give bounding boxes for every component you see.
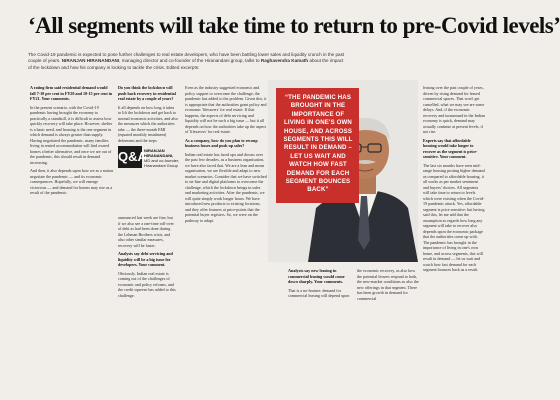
answer: The last six months have seen mid-range housing posting higher demand as compared to affordable housing, it all works as per market sentiment and buyers' choices. All segments will take time to return to levels which were existing when the Covid-19 pandemic attack. Yes, affordable segment is price sensitive; but having said this, let me add that the assumption as regards how long any segment will take to recover also depends upon the economic package that the authorities come up with. The pandemic has brought in the importance of living in one's own home, and across segments, this will result in demand — let us wait and watch how fast demand for each segment bounces back as a result. — [423, 162, 485, 272]
qa-logo: Q&A — [118, 146, 142, 168]
article-column-3 — [185, 85, 267, 377]
question: A rating firm said residential demand would fall 7-10 per cent in FY20 and 10-15 per cent in FY21. Your comments. — [30, 85, 113, 101]
standfirst-text-1: The Covid-19 pandemic is expected to pose further challenges to real estate developers, who have been battling lower sales and liquidity crunch in the past couple of years. — [28, 52, 345, 64]
answer: In the present scenario, with the Covid-19 pandemic having brought the economy to practically a standstill, it is difficult to assess how quickly recovery will take place. However, shelter is a basic need, and housing is the one segment in which demand is always greater than supply. Having negotiated the pandemic, many families living in rented accommodation will find owned homes a better alternative, and once we are out of the pandemic, this should result in demand increasing. — [30, 104, 113, 165]
standfirst — [28, 52, 348, 71]
article-column-6 — [423, 85, 485, 377]
question: As a company, how do you plan to recoup business losses and push up sales? — [185, 137, 258, 148]
standfirst-text-3: about the impact of the lockdown and how his company is looking to tackle the crisis. Edited excerpts: — [28, 58, 344, 70]
question: Analysts say new leasing in commercial leasing would come down sharply. Your comments. — [288, 268, 345, 284]
question: Do you think the lockdown will push back recovery in residential real estate by a couple of years? — [118, 85, 176, 101]
answer: Even as the industry suggested economic and policy support to overcome the challenge, the pandemic has added to the problem. Given this, it is appropriate that the authorities grant policy and economic 'lifesavers' for real estate. If that happens, the aspects of debt servicing and liquidity will not be such a big issue — but it all depends on how the authorities take up the aspect of 'lifesavers' for real estate. — [185, 85, 267, 134]
headline: ‘All segments will take time to return to pre-Covid levels’ — [28, 13, 560, 38]
byline-name: NIRANJAN HIRANANDANI, — [144, 148, 174, 158]
article-column-4 — [288, 268, 351, 376]
article-column-2-top — [118, 85, 178, 145]
byline-title: MD and co-founder, Hiranandani Group — [144, 158, 180, 168]
article-column-2 — [118, 215, 176, 378]
answer: the economic recovery, as also how the potential lessees respond to both, the new-market conditions as also the new offerings in that segment. There has been growth in demand for commercial — [357, 268, 419, 301]
answer: Obviously. Indian real estate is coming out of the challenges of economic and policy reforms, and the credit squeeze has added to this challenge. — [118, 270, 176, 298]
article-column-5 — [357, 268, 419, 376]
byline — [144, 148, 180, 168]
standfirst-text-2: , managing director and co-founder of the Hiranandani group, talks to — [119, 58, 260, 64]
article-column-1 — [30, 85, 114, 375]
answer: It all depends on how long it takes to lift the lockdown and get back to normal economic activities, and also the measures which the authorities take — the three-month EMI (equated monthly instalment) deferment and the steps — [118, 104, 178, 143]
answer: announced last week are fine, but if we also see a one-time roll-over of debt as had been done during the Lehman Brothers crisis, and also other similar measures, recovery will be faster. — [118, 215, 174, 248]
standfirst-name: NIRANJAN HIRANANDANI — [61, 58, 120, 64]
answer: leasing over the past couple of years, driven by rising demand for leased commercial spaces. That won't get cancelled, what we may see are some delays. And, if the economic recovery and turnaround in the Indian economy is quick, demand may actually continue at present levels, if not rise. — [423, 85, 485, 134]
question: Analysts say debt servicing and liquidity will be a big issue for developers. Your comment. — [118, 251, 173, 267]
answer: Indian real estate has faced ups and downs over the past few decades, as a business organisation, we have also faced that. We are a lean and mean organisation, we are flexible and adapt to new market scenarios. Consider that we have switched to on-line and digital platforms to overcome the challenge, which the lockdown brings in sales and marketing activities. After the pandemic, we will quite simply work longer hours. We have introduced new products to existing locations, and they offer features at price-points that the potential buyer registers. So, we were on the pathway to adapt. — [185, 151, 267, 223]
pull-quote: “THE PANDEMIC HAS BROUGHT IN THE IMPORTANCE OF LIVING IN ONE'S OWN HOUSE, AND ACROSS SEGMENTS THIS WILL RESULT IN DEMAND – LET US WAIT AND WATCH HOW FAST DEMAND FOR EACH SEGMENT BOUNCES BACK” — [276, 88, 359, 203]
standfirst-interviewer: Raghavendra Kamath — [260, 58, 309, 64]
question: Experts say that affordable housing would take longer to recover as the segment is price-sensitive. Your comment. — [423, 137, 478, 159]
answer: That is a no-brainer: demand for commercial leasing will depend upon — [288, 287, 350, 298]
answer: And then, it also depends upon how we as a nation negotiate the pandemic — and its economic consequences. Hopefully, we will emerge victorious — and demand for homes may rise as a result of the pandemic. — [30, 168, 114, 195]
